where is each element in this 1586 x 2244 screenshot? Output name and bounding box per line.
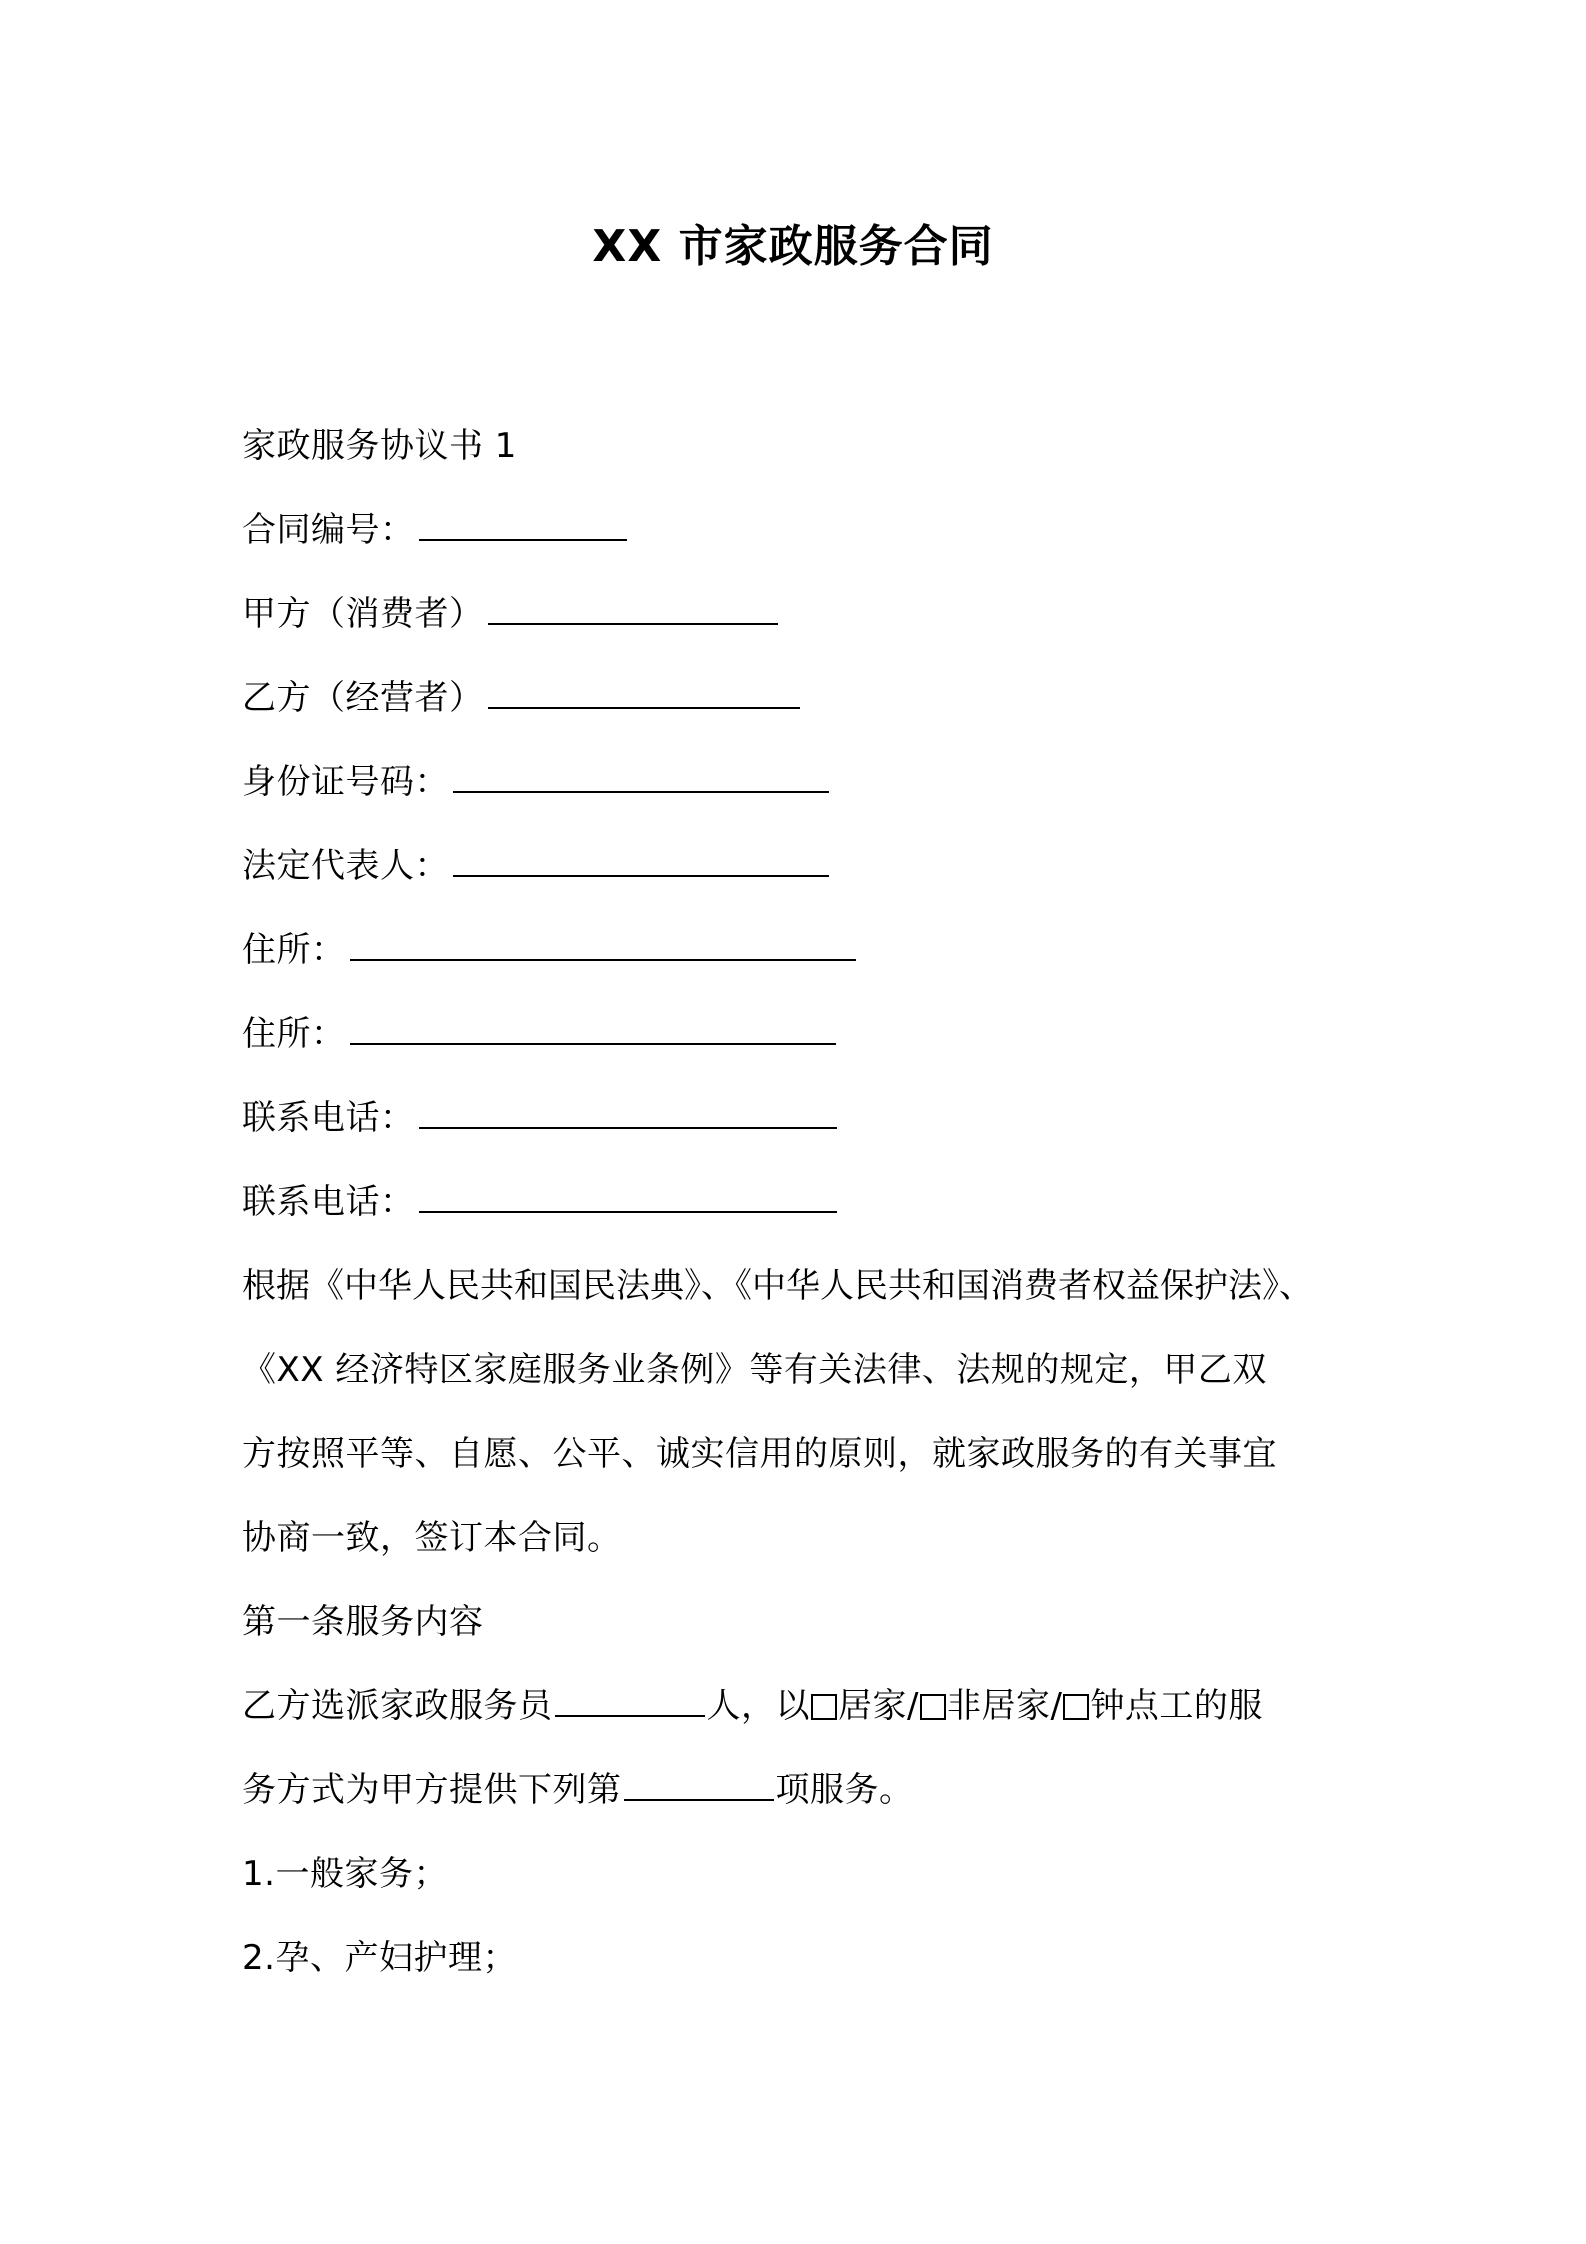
checkbox-hourly[interactable] xyxy=(1063,1694,1089,1720)
address-b-blank[interactable] xyxy=(350,1013,836,1045)
field-id-number xyxy=(242,740,1362,824)
option-hourly-label: 钟点工的服 xyxy=(1090,1686,1263,1726)
field-phone-a xyxy=(242,1076,1362,1160)
field-label: 住所： xyxy=(242,930,346,970)
field-label: 法定代表人： xyxy=(242,846,449,886)
contract-number-blank[interactable] xyxy=(419,509,627,541)
list-item: 2.孕、产妇护理； xyxy=(242,1938,517,1978)
field-address-a xyxy=(242,908,1362,992)
field-phone-b xyxy=(242,1160,1362,1244)
article-1-text: 项服务。 xyxy=(775,1770,914,1810)
legal-representative-blank[interactable] xyxy=(453,845,829,877)
field-label: 合同编号： xyxy=(242,510,415,550)
checkbox-live-out[interactable] xyxy=(920,1694,946,1720)
address-a-blank[interactable] xyxy=(350,929,856,961)
article-1-line-1 xyxy=(242,1664,1362,1748)
field-label: 身份证号码： xyxy=(242,762,449,802)
preamble-line-4: 协商一致，签订本合同。 xyxy=(242,1518,622,1558)
field-label: 联系电话： xyxy=(242,1098,415,1138)
field-label: 联系电话： xyxy=(242,1182,415,1222)
staff-count-blank[interactable] xyxy=(555,1685,705,1717)
article-1-text: 乙方选派家政服务员 xyxy=(242,1686,553,1726)
field-contract-number xyxy=(242,488,1362,572)
phone-a-blank[interactable] xyxy=(419,1097,837,1129)
article-1-text: 务方式为甲方提供下列第 xyxy=(242,1770,622,1810)
preamble-line-3: 方按照平等、自愿、公平、诚实信用的原则，就家政服务的有关事宜 xyxy=(242,1434,1277,1474)
preamble-line-1: 根据《中华人民共和国民法典》、《中华人民共和国消费者权益保护法》、 xyxy=(242,1266,1313,1306)
field-party-a xyxy=(242,572,1362,656)
party-a-blank[interactable] xyxy=(488,593,778,625)
article-1-line-2 xyxy=(242,1748,1362,1832)
id-number-blank[interactable] xyxy=(453,761,829,793)
document-title: XX 市家政服务合同 xyxy=(592,221,994,272)
preamble-line-2: 《XX 经济特区家庭服务业条例》等有关法律、法规的规定，甲乙双 xyxy=(242,1350,1267,1390)
list-item: 1.一般家务； xyxy=(242,1854,448,1894)
article-1-text: 人，以 xyxy=(706,1686,810,1726)
option-live-out-label: 非居家/ xyxy=(946,1686,1063,1726)
article-1-heading: 第一条服务内容 xyxy=(242,1602,484,1642)
field-label: 住所： xyxy=(242,1014,346,1054)
field-party-b xyxy=(242,656,1362,740)
phone-b-blank[interactable] xyxy=(419,1181,837,1213)
document-body xyxy=(242,404,1362,2000)
agreement-heading: 家政服务协议书 1 xyxy=(242,426,517,466)
field-label: 甲方（消费者） xyxy=(242,594,484,634)
party-b-blank[interactable] xyxy=(488,677,800,709)
field-legal-representative xyxy=(242,824,1362,908)
option-live-in-label: 居家/ xyxy=(838,1686,919,1726)
service-item-blank[interactable] xyxy=(624,1769,774,1801)
checkbox-live-in[interactable] xyxy=(811,1694,837,1720)
field-address-b xyxy=(242,992,1362,1076)
field-label: 乙方（经营者） xyxy=(242,678,484,718)
